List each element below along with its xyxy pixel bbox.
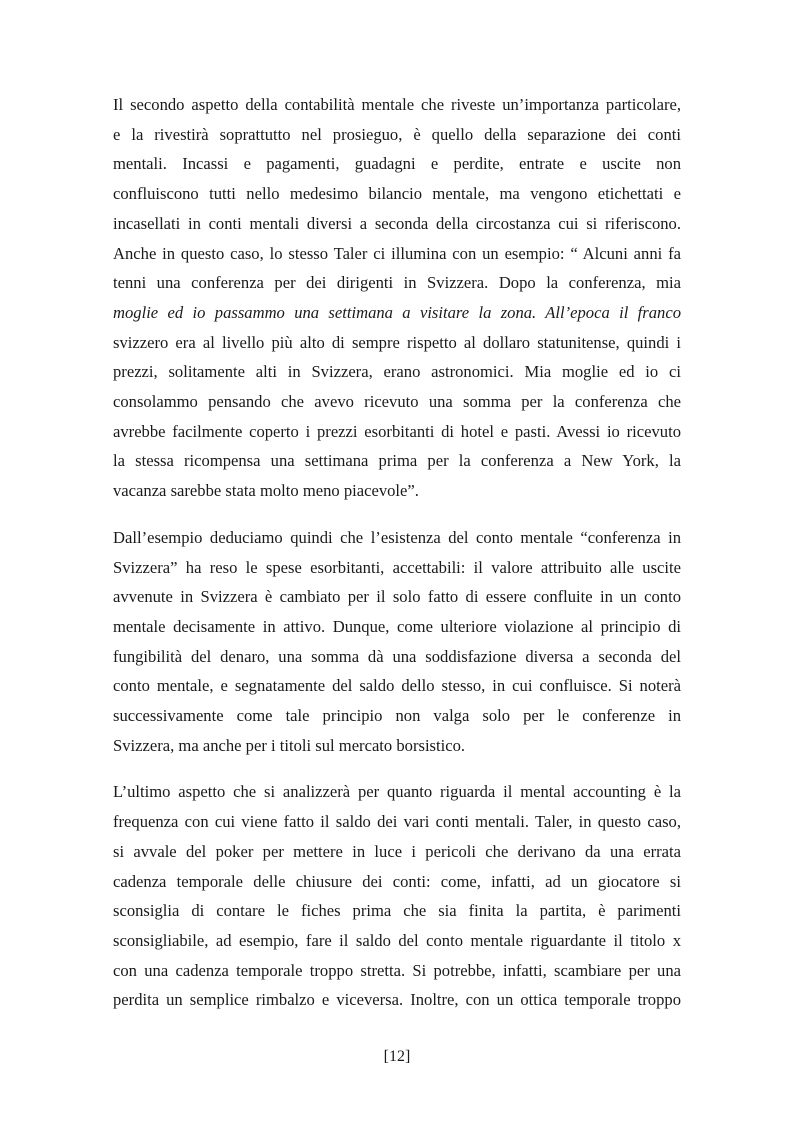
text-line: confluiscono tutti nello medesimo bilancio mentale, ma vengono etichettati e bbox=[113, 184, 681, 204]
text-line-italic: moglie ed io passammo una settimana a visitare la zona. All’epoca il franco bbox=[113, 302, 681, 322]
text-line: mentale decisamente in attivo. Dunque, come ulteriore violazione al principio di bbox=[113, 616, 681, 636]
text-line: fungibilità del denaro, una somma dà una soddisfazione diversa a seconda del bbox=[113, 646, 681, 666]
text-line: sconsiglia di contare le fiches prima che sia finita la partita, è parimenti bbox=[113, 901, 681, 921]
text-line: Dall’esempio deduciamo quindi che l’esistenza del conto mentale “conferenza in bbox=[113, 527, 681, 547]
text-line: Anche in questo caso, lo stesso Taler ci illumina con un esempio: “ Alcuni anni fa bbox=[113, 243, 681, 263]
text-line: Svizzera, ma anche per i titoli sul mercato borsistico. bbox=[113, 735, 466, 755]
text-line: frequenza con cui viene fatto il saldo dei vari conti mentali. Taler, in questo caso, bbox=[113, 812, 681, 832]
paragraph-1 bbox=[113, 90, 681, 506]
text-line: successivamente come tale principio non valga solo per le conferenze in bbox=[113, 706, 681, 726]
text-line: vacanza sarebbe stata molto meno piacevole”. bbox=[113, 481, 419, 501]
text-line: avvenute in Svizzera è cambiato per il solo fatto di essere confluite in un conto bbox=[113, 587, 681, 607]
text-line: Svizzera” ha reso le spese esorbitanti, accettabili: il valore attribuito alle uscite bbox=[113, 557, 681, 577]
text-line: si avvale del poker per mettere in luce i pericoli che derivano da una errata bbox=[113, 841, 681, 861]
text-line: cadenza temporale delle chiusure dei conti: come, infatti, ad un giocatore si bbox=[113, 871, 681, 891]
text-line: Il secondo aspetto della contabilità mentale che riveste un’importanza particolare, bbox=[113, 95, 681, 114]
text-line: mentali. Incassi e pagamenti, guadagni e perdite, entrate e uscite non bbox=[113, 154, 681, 174]
text-line: con una cadenza temporale troppo stretta. Si potrebbe, infatti, scambiare per una bbox=[113, 960, 681, 980]
text-line: la stessa ricompensa una settimana prima per la conferenza a New York, la bbox=[113, 451, 681, 471]
text-line: e la rivestirà soprattutto nel prosieguo, è quello della separazione dei conti bbox=[113, 124, 681, 144]
text-line: avrebbe facilmente coperto i prezzi esorbitanti di hotel e pasti. Avessi io ricevuto bbox=[113, 421, 681, 441]
text-line: sconsigliabile, ad esempio, fare il saldo del conto mentale riguardante il titolo x bbox=[113, 930, 681, 950]
text-line: L’ultimo aspetto che si analizzerà per quanto riguarda il mental accounting è la bbox=[113, 782, 681, 802]
text-line: consolammo pensando che avevo ricevuto una somma per la conferenza che bbox=[113, 392, 681, 412]
text-line: tenni una conferenza per dei dirigenti in Svizzera. Dopo la conferenza, mia bbox=[113, 273, 681, 293]
text-line: prezzi, solitamente alti in Svizzera, erano astronomici. Mia moglie ed io ci bbox=[113, 362, 681, 382]
text-line: svizzero era al livello più alto di sempre rispetto al dollaro statunitense, quindi i bbox=[113, 332, 681, 352]
text-line: incasellati in conti mentali diversi a seconda della circostanza cui si riferiscono. bbox=[113, 213, 681, 233]
text-line: conto mentale, e segnatamente del saldo dello stesso, in cui confluisce. Si noterà bbox=[113, 676, 681, 696]
page-number: [12] bbox=[383, 1048, 411, 1065]
paragraph-2 bbox=[113, 523, 681, 761]
page-body bbox=[113, 90, 681, 1015]
paragraph-3 bbox=[113, 777, 681, 1015]
text-line: perdita un semplice rimbalzo e viceversa. Inoltre, con un ottica temporale troppo bbox=[113, 990, 681, 1010]
